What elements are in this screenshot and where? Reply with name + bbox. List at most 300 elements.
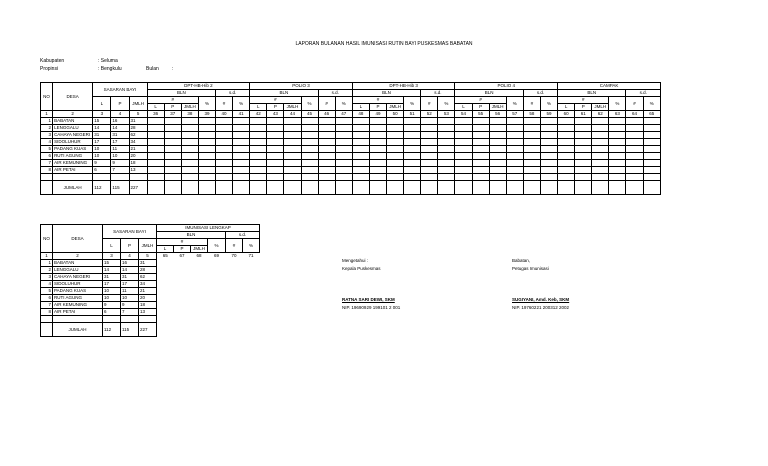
empty-cell (318, 125, 335, 132)
empty-cell (369, 174, 386, 181)
header-sd: s.d. (216, 90, 250, 97)
empty-cell (139, 316, 157, 323)
empty-cell (438, 118, 455, 125)
row-desa: PADANG KUAS (53, 146, 93, 153)
empty-cell (404, 146, 421, 153)
header-pct: % (609, 97, 626, 111)
empty-cell (226, 302, 243, 309)
empty-cell (250, 167, 267, 174)
empty-cell (523, 139, 540, 146)
empty-cell (387, 174, 404, 181)
empty-cell (216, 118, 233, 125)
header-jmlh: JMLH (181, 104, 198, 111)
empty-cell (284, 118, 301, 125)
empty-cell (369, 139, 386, 146)
empty-cell (318, 167, 335, 174)
empty-cell (233, 153, 250, 160)
empty-cell (489, 118, 506, 125)
empty-cell (164, 146, 181, 153)
empty-cell (250, 118, 267, 125)
empty-cell (506, 153, 523, 160)
row-desa: SIDOLUHUR (53, 139, 93, 146)
empty-cell (506, 181, 523, 195)
empty-cell (208, 302, 226, 309)
empty-cell (147, 132, 164, 139)
header-pct: % (438, 97, 455, 111)
empty-cell (216, 125, 233, 132)
empty-cell (157, 316, 174, 323)
empty-cell (147, 181, 164, 195)
empty-cell (216, 153, 233, 160)
empty-cell (643, 146, 660, 153)
empty-cell (438, 181, 455, 195)
empty-cell (438, 146, 455, 153)
header-sd: s.d. (523, 90, 557, 97)
empty-cell (489, 160, 506, 167)
header-sd: s.d. (226, 232, 260, 239)
empty-cell (147, 174, 164, 181)
empty-cell (41, 174, 53, 181)
empty-cell (181, 181, 198, 195)
empty-cell (387, 118, 404, 125)
empty-cell (489, 153, 506, 160)
sign-left-name: RATNA SARI DEWI, SKM (342, 297, 395, 302)
empty-cell (284, 132, 301, 139)
row-jmlh: 28 (139, 267, 157, 274)
column-number: 48 (352, 111, 369, 118)
empty-cell (489, 167, 506, 174)
empty-cell (208, 288, 226, 295)
empty-cell (523, 167, 540, 174)
empty-cell (558, 160, 575, 167)
empty-cell (506, 132, 523, 139)
row-jmlh: 34 (139, 281, 157, 288)
empty-cell (352, 160, 369, 167)
empty-cell (489, 181, 506, 195)
header-hash: # (147, 97, 198, 104)
empty-cell (53, 316, 103, 323)
empty-cell (335, 118, 352, 125)
empty-cell (455, 181, 472, 195)
column-number: 65 (162, 253, 168, 259)
empty-cell (387, 132, 404, 139)
column-number: 71 (248, 253, 254, 259)
empty-cell (387, 160, 404, 167)
column-number: 65 (643, 111, 660, 118)
empty-cell (318, 174, 335, 181)
empty-cell (335, 153, 352, 160)
row-jmlh: 31 (139, 260, 157, 267)
empty-cell (250, 139, 267, 146)
empty-cell (523, 146, 540, 153)
empty-cell (575, 160, 592, 167)
row-p: 16 (121, 260, 139, 267)
column-number: 44 (284, 111, 301, 118)
empty-cell (164, 160, 181, 167)
row-no: 6 (41, 153, 53, 160)
empty-cell (181, 125, 198, 132)
empty-cell (198, 174, 215, 181)
empty-cell (147, 146, 164, 153)
bulan-value: : (172, 66, 174, 72)
row-p: 11 (111, 146, 129, 153)
row-jmlh: 34 (129, 139, 147, 146)
empty-cell (352, 125, 369, 132)
empty-cell (472, 118, 489, 125)
column-number: 51 (404, 111, 421, 118)
column-number: 5 (139, 253, 157, 260)
empty-cell (335, 125, 352, 132)
empty-cell (455, 118, 472, 125)
empty-cell (243, 267, 260, 274)
header-hash: # (216, 97, 233, 111)
empty-cell (191, 281, 208, 288)
empty-cell (41, 323, 53, 337)
empty-cell (191, 309, 208, 316)
row-desa: CAHAYA NEGERI (53, 132, 93, 139)
empty-cell (250, 153, 267, 160)
header-l: L (103, 239, 121, 253)
header-jmlh: JMLH (387, 104, 404, 111)
sign-right-nip: NIP. 19760221 200312 2002 (512, 305, 569, 310)
empty-cell (157, 288, 174, 295)
empty-cell (626, 167, 643, 174)
header-hash: # (558, 97, 609, 104)
empty-cell (472, 146, 489, 153)
empty-cell (226, 309, 243, 316)
empty-cell (472, 174, 489, 181)
header-pct: % (301, 97, 318, 111)
empty-cell (198, 160, 215, 167)
empty-cell (352, 181, 369, 195)
table-row (41, 288, 260, 295)
empty-cell (558, 132, 575, 139)
table-row (41, 181, 661, 195)
empty-cell (284, 160, 301, 167)
row-desa: CAHAYA NEGERI (53, 274, 103, 281)
empty-cell (438, 167, 455, 174)
row-desa: BABATAN (53, 260, 103, 267)
empty-cell (472, 139, 489, 146)
empty-cell (438, 125, 455, 132)
propinsi-value: : Bengkulu (98, 66, 122, 72)
total-l: 112 (93, 181, 111, 195)
empty-cell (335, 146, 352, 153)
header-l: L (93, 97, 111, 111)
header-bln: BLN (558, 90, 626, 97)
row-desa: AIR PETAI (53, 167, 93, 174)
empty-cell (609, 153, 626, 160)
header-vaccine: CAMPAK (558, 83, 661, 90)
header-bln: BLN (250, 90, 318, 97)
empty-cell (181, 139, 198, 146)
empty-cell (216, 181, 233, 195)
column-number: 43 (267, 111, 284, 118)
empty-cell (318, 118, 335, 125)
table-row (41, 316, 260, 323)
empty-cell (472, 132, 489, 139)
empty-cell (191, 295, 208, 302)
empty-cell (438, 132, 455, 139)
empty-cell (198, 118, 215, 125)
header-sd: s.d. (421, 90, 455, 97)
header-jmlh: JMLH (284, 104, 301, 111)
empty-cell (335, 132, 352, 139)
empty-cell (226, 260, 243, 267)
column-number: 5 (129, 111, 147, 118)
column-number: 3 (93, 111, 111, 118)
row-desa: RUTI AGUNG (53, 153, 93, 160)
empty-cell (233, 167, 250, 174)
row-desa: PADANG KUAS (53, 288, 103, 295)
empty-cell (157, 323, 174, 337)
empty-cell (164, 132, 181, 139)
empty-cell (208, 274, 226, 281)
empty-cell (174, 281, 191, 288)
header-no: NO (41, 225, 53, 253)
empty-cell (301, 146, 318, 153)
header-bln: BLN (352, 90, 420, 97)
empty-cell (129, 174, 147, 181)
empty-cell (558, 146, 575, 153)
empty-cell (174, 267, 191, 274)
empty-cell (191, 316, 208, 323)
row-p: 14 (111, 125, 129, 132)
empty-cell (301, 167, 318, 174)
header-imunisasi-lengkap: IMUNISASI LENGKAP (157, 225, 260, 232)
column-number: 63 (609, 111, 626, 118)
empty-cell (540, 160, 557, 167)
empty-cell (352, 167, 369, 174)
header-jmlh: JMLH (592, 104, 609, 111)
row-desa: AIR KEMUNING (53, 302, 103, 309)
table-row (41, 323, 260, 337)
empty-cell (243, 274, 260, 281)
empty-cell (387, 167, 404, 174)
empty-cell (198, 125, 215, 132)
empty-cell (147, 167, 164, 174)
empty-cell (250, 125, 267, 132)
empty-cell (267, 125, 284, 132)
empty-cell (164, 139, 181, 146)
empty-cell (318, 139, 335, 146)
header-sasaran-bayi: SASARAN BAYI (103, 225, 157, 239)
header-vaccine: POLIO 3 (250, 83, 353, 90)
empty-cell (455, 174, 472, 181)
empty-cell (558, 118, 575, 125)
empty-cell (369, 181, 386, 195)
empty-cell (575, 125, 592, 132)
empty-cell (369, 167, 386, 174)
header-p: P (267, 104, 284, 111)
header-l: L (157, 246, 174, 253)
empty-cell (233, 139, 250, 146)
empty-cell (174, 309, 191, 316)
row-l: 6 (103, 309, 121, 316)
total-label: JUMLAH (53, 181, 93, 195)
header-p: P (472, 104, 489, 111)
empty-cell (284, 125, 301, 132)
row-desa: SIDOLUHUR (53, 281, 103, 288)
empty-cell (164, 153, 181, 160)
empty-cell (208, 281, 226, 288)
main-immunization-table (40, 82, 661, 195)
table-row (41, 267, 260, 274)
empty-cell (216, 174, 233, 181)
column-number: 49 (369, 111, 386, 118)
empty-cell (540, 146, 557, 153)
header-jmlh: JMLH (129, 97, 147, 111)
empty-cell (609, 139, 626, 146)
table-row (41, 167, 661, 174)
header-pct: % (506, 97, 523, 111)
empty-cell (472, 125, 489, 132)
column-number: 59 (540, 111, 557, 118)
column-number: 53 (438, 111, 455, 118)
row-p: 9 (111, 160, 129, 167)
header-l: L (455, 104, 472, 111)
table-row (41, 260, 260, 267)
row-no: 3 (41, 132, 53, 139)
empty-cell (592, 139, 609, 146)
empty-cell (284, 167, 301, 174)
empty-cell (226, 316, 243, 323)
header-hash: # (318, 97, 335, 111)
header-hash: # (523, 97, 540, 111)
empty-cell (387, 146, 404, 153)
row-l: 10 (103, 295, 121, 302)
empty-cell (352, 118, 369, 125)
empty-cell (421, 181, 438, 195)
empty-cell (267, 181, 284, 195)
empty-cell (472, 153, 489, 160)
header-pct: % (208, 239, 226, 253)
row-jmlh: 13 (139, 309, 157, 316)
empty-cell (540, 174, 557, 181)
empty-cell (609, 146, 626, 153)
empty-cell (233, 146, 250, 153)
row-no: 1 (41, 118, 53, 125)
empty-cell (506, 118, 523, 125)
empty-cell (540, 153, 557, 160)
row-jmlh: 28 (129, 125, 147, 132)
row-l: 17 (93, 139, 111, 146)
empty-cell (147, 153, 164, 160)
header-pct: % (198, 97, 215, 111)
empty-cell (191, 260, 208, 267)
empty-cell (609, 167, 626, 174)
row-desa: AIR KEMUNING (53, 160, 93, 167)
empty-cell (301, 132, 318, 139)
header-p: P (111, 97, 129, 111)
table-row (41, 225, 260, 232)
header-pct: % (243, 239, 260, 253)
empty-cell (575, 139, 592, 146)
empty-cell (335, 174, 352, 181)
empty-cell (523, 118, 540, 125)
empty-cell (250, 174, 267, 181)
empty-cell (284, 174, 301, 181)
row-desa: LENGGALU (53, 267, 103, 274)
column-number: 58 (523, 111, 540, 118)
column-number: 60 (558, 111, 575, 118)
row-p: 7 (111, 167, 129, 174)
empty-cell (575, 167, 592, 174)
column-number: 1 (41, 111, 53, 118)
empty-cell (609, 132, 626, 139)
header-sd: s.d. (318, 90, 352, 97)
empty-cell (387, 181, 404, 195)
header-pct: % (540, 97, 557, 111)
empty-cell (558, 167, 575, 174)
empty-cell (181, 153, 198, 160)
empty-cell (250, 160, 267, 167)
empty-cell (643, 125, 660, 132)
table-row (41, 97, 661, 104)
column-number: 1 (41, 253, 53, 260)
empty-cell (609, 160, 626, 167)
empty-cell (267, 174, 284, 181)
sign-right-name: SUGIYANI, Amd. Keb, SKM (512, 297, 570, 302)
empty-cell (41, 181, 53, 195)
empty-cell (191, 274, 208, 281)
empty-cell (233, 118, 250, 125)
empty-cell (558, 153, 575, 160)
empty-cell (472, 181, 489, 195)
empty-cell (181, 118, 198, 125)
empty-cell (506, 160, 523, 167)
empty-cell (243, 323, 260, 337)
empty-cell (523, 160, 540, 167)
empty-cell (174, 274, 191, 281)
empty-cell (438, 139, 455, 146)
empty-cell (250, 146, 267, 153)
row-l: 9 (103, 302, 121, 309)
empty-cell (352, 132, 369, 139)
row-jmlh: 62 (139, 274, 157, 281)
empty-cell (592, 146, 609, 153)
row-no: 5 (41, 288, 53, 295)
row-p: 17 (111, 139, 129, 146)
table-row (41, 125, 661, 132)
empty-cell (181, 167, 198, 174)
empty-cell (592, 174, 609, 181)
column-number: 68 (196, 253, 202, 259)
row-jmlh: 31 (129, 118, 147, 125)
empty-cell (506, 139, 523, 146)
row-desa: RUTI AGUNG (53, 295, 103, 302)
sign-left-line1: Mengetahui : (342, 258, 369, 263)
row-jmlh: 62 (129, 132, 147, 139)
table-row (41, 132, 661, 139)
empty-cell (455, 160, 472, 167)
empty-cell (626, 153, 643, 160)
empty-cell (233, 174, 250, 181)
column-number: 41 (233, 111, 250, 118)
empty-cell (438, 174, 455, 181)
empty-cell (243, 309, 260, 316)
empty-cell (506, 146, 523, 153)
row-no: 1 (41, 260, 53, 267)
empty-cell (226, 267, 243, 274)
empty-cell (558, 125, 575, 132)
empty-cell (404, 153, 421, 160)
empty-cell (643, 160, 660, 167)
empty-cell (369, 160, 386, 167)
empty-cell (421, 167, 438, 174)
row-no: 5 (41, 146, 53, 153)
empty-cell (243, 288, 260, 295)
